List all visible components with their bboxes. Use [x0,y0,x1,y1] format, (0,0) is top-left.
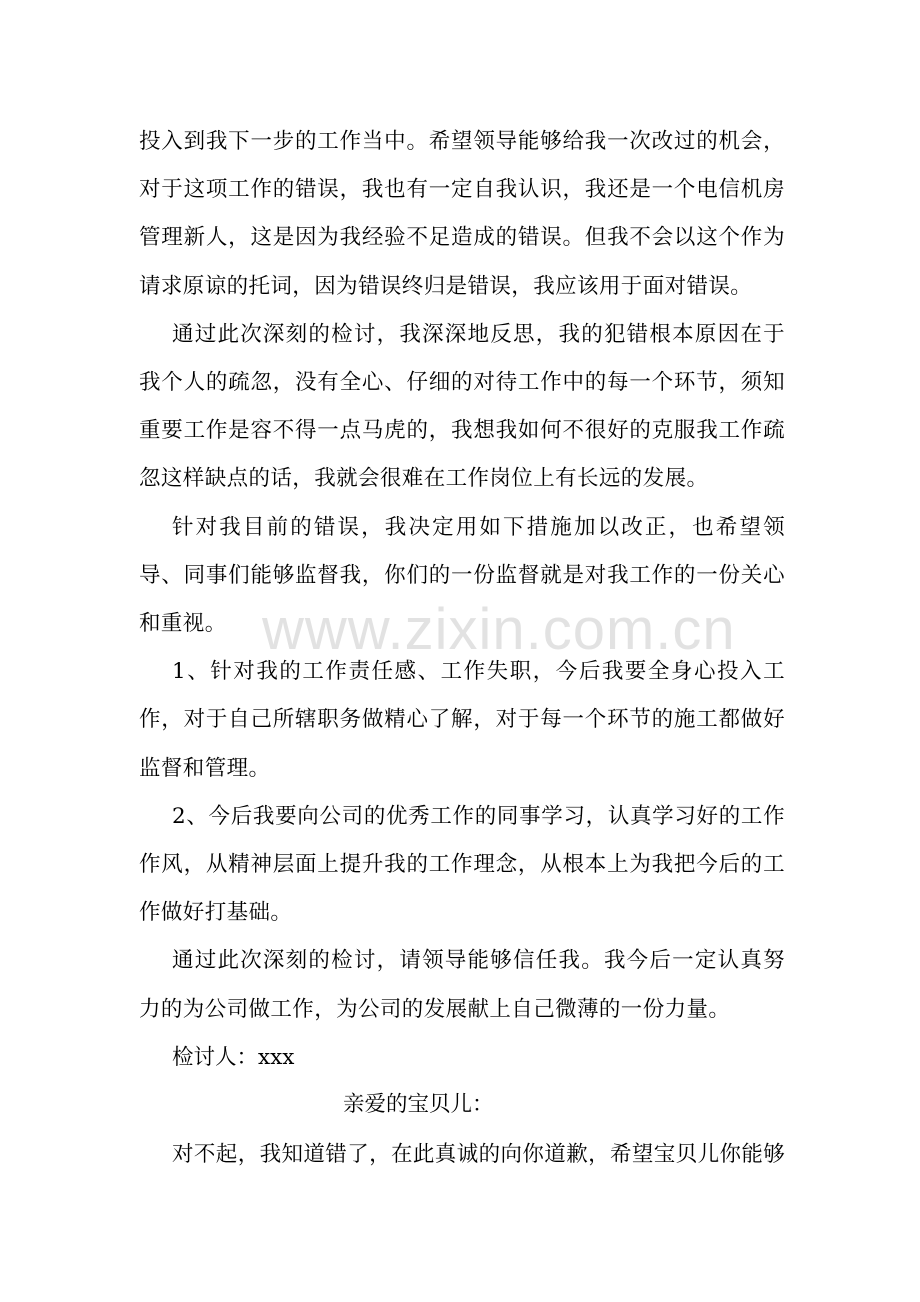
watermark: www.zixin.com.cn [262,597,736,662]
paragraph-3: 针对我目前的错误，我决定用如下措施加以改正，也希望领导、同事们能够监督我，你们的一份监督就是对我工作的一份关心和重视。 [139,514,785,637]
paragraph-4-item-1: 1、针对我的工作责任感、工作失职，今后我要全身心投入工作，对于自己所辖职务做精心了解，对于每一个环节的施工都做好监督和管理。 [139,659,785,781]
paragraph-1: 投入到我下一步的工作当中。希望领导能够给我一次改过的机会，对于这项工作的错误，我也有一定自我认识，我还是一个电信机房管理新人，这是因为我经验不足造成的错误。但我不会以这个作为请求原谅的托词，因为错误终归是错误，我应该用于面对错误。 [139,129,785,299]
document-body [139,118,785,1082]
signature-line: 检讨人：xxx [172,1044,295,1070]
paragraph-2: 通过此次深刻的检讨，我深深地反思，我的犯错根本原因在于我个人的疏忽，没有全心、仔细的对待工作中的每一个环节，须知重要工作是容不得一点马虎的，我想我如何不很好的克服我工作疏忽这样缺点的话，我就会很难在工作岗位上有长远的发展。 [139,321,785,492]
letter-first-line: 对不起，我知道错了，在此真诚的向你道歉，希望宝贝儿你能够 [172,1142,786,1167]
paragraph-6-closing: 通过此次深刻的检讨，请领导能够信任我。我今后一定认真努力的为公司做工作，为公司的发展献上自己微薄的一份力量。 [139,948,785,1022]
paragraph-5-item-2: 2、今后我要向公司的优秀工作的同事学习，认真学习好的工作作风，从精神层面上提升我的工作理念，从根本上为我把今后的工作做好打基础。 [139,803,785,926]
letter-salutation: 亲爱的宝贝儿： [343,1092,494,1117]
